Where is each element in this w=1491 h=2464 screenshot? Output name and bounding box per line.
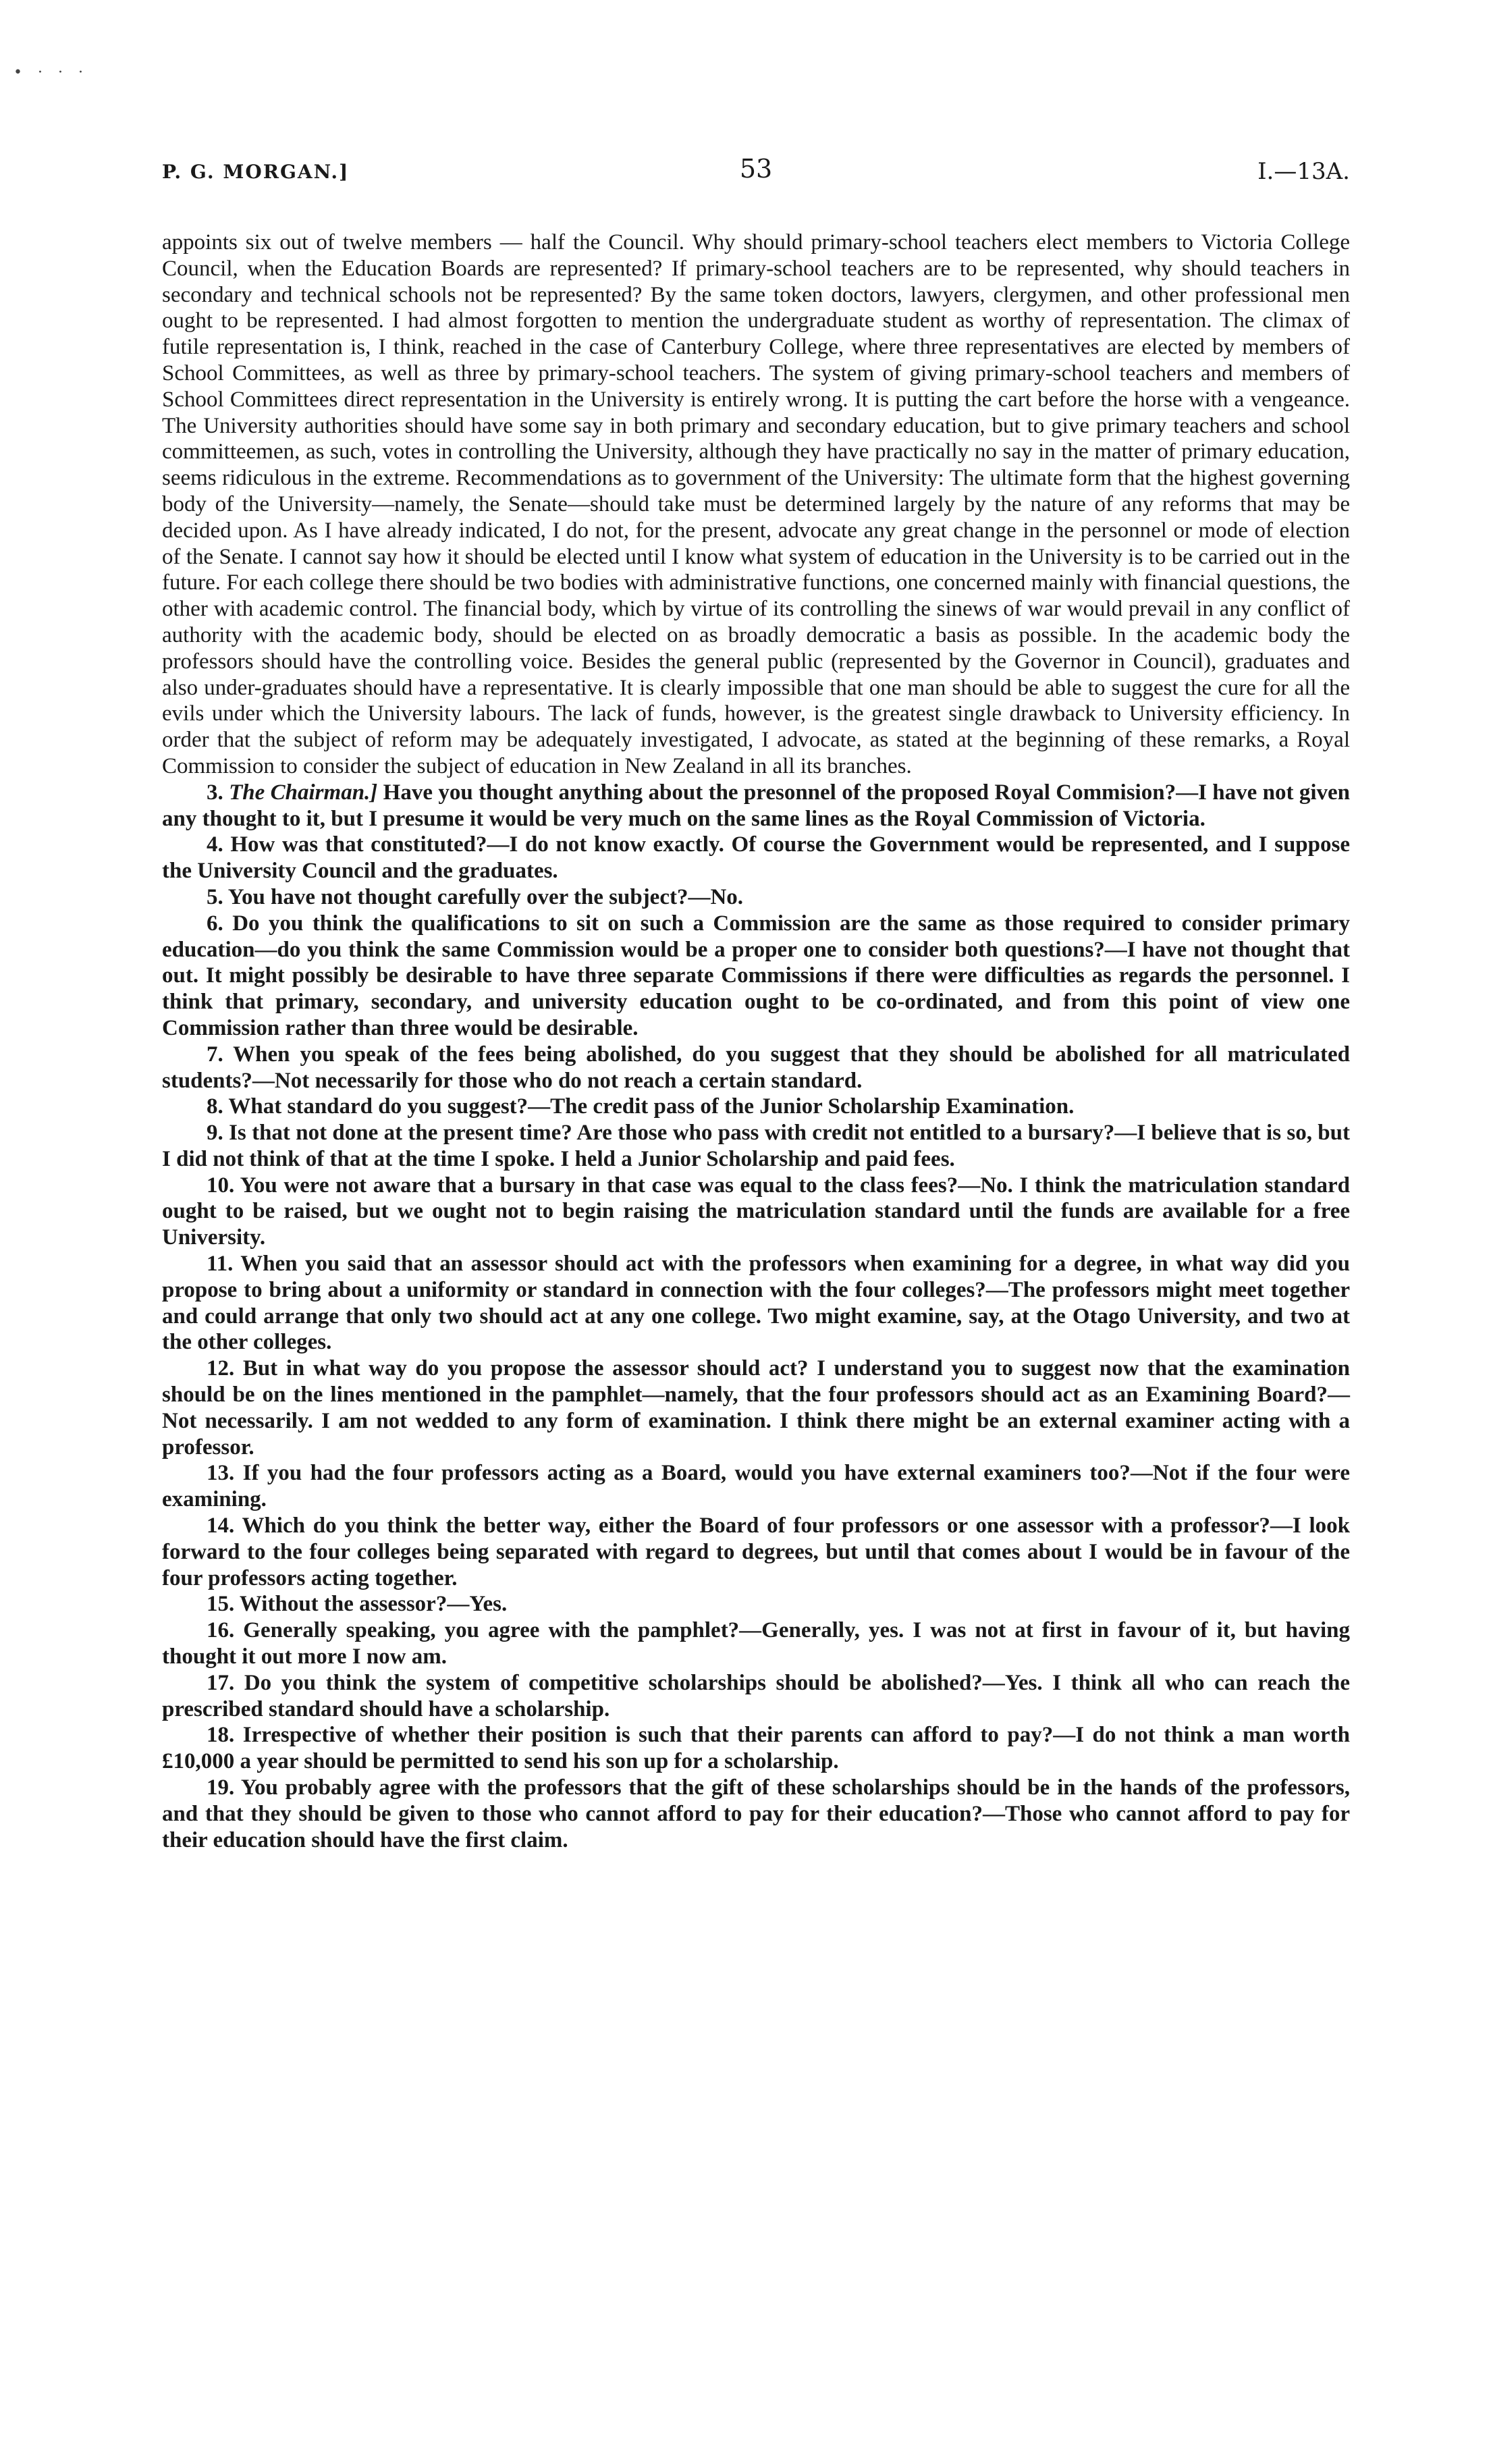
question-14 (162, 1513, 1350, 1591)
question-text: Irrespective of whether their position is such that their parents can afford to pay?—I do not think a man worth £10,000 a year should be permitted to send his son up for a scholarship. (162, 1723, 1350, 1774)
question-number: 13. (207, 1461, 235, 1486)
question-number: 6. (207, 911, 223, 936)
question-number: 5. (207, 884, 223, 909)
question-11 (162, 1251, 1350, 1356)
question-text: Do you think the system of competitive scholarships should be abolished?—Yes. I think all who can reach the prescribed standard should have a scholarship. (162, 1670, 1350, 1721)
question-18 (162, 1722, 1350, 1775)
question-text: You have not thought carefully over the subject?—No. (227, 884, 744, 909)
question-number: 11. (207, 1252, 234, 1277)
page-body (162, 230, 1350, 1853)
page-header (162, 154, 1350, 201)
question-number: 4. (207, 832, 223, 857)
speaker: The Chairman.] (229, 780, 378, 805)
question-number: 12. (207, 1356, 235, 1381)
question-text: When you said that an assessor should act with the professors when examining for a degree, in what way did you propose to bring about a uniformity or standard in connection with the four colleges?—The professors might meet together and could arrange that only two should act at any one college. Two might examine, say, at the Otago University, and two at the other colleges. (162, 1252, 1351, 1355)
question-text: You were not aware that a bursary in that case was equal to the class fees?—No. I think the matriculation standard ought to be raised, but we ought not to begin raising the matriculation standard until the funds are available for a free University. (162, 1173, 1350, 1250)
question-text: Generally speaking, you agree with the pamphlet?—Generally, yes. I was not at first in favour of it, but having thought it out more I now am. (162, 1618, 1351, 1669)
question-text: When you speak of the fees being abolished, do you suggest that they should be abolished for all matriculated students?—Not necessarily for those who do not reach a certain standard. (162, 1042, 1350, 1093)
question-16 (162, 1617, 1350, 1670)
scan-specks: • · · · (13, 64, 88, 81)
page-number: 53 (739, 154, 773, 184)
question-number: 15. (207, 1592, 235, 1617)
question-number: 10. (207, 1173, 235, 1198)
question-5 (162, 884, 1350, 911)
question-10 (162, 1173, 1350, 1251)
question-number: 7. (207, 1042, 223, 1067)
question-number: 17. (207, 1670, 235, 1695)
opening-paragraph: appoints six out of twelve members — half the Council. Why should primary-school teachers elect members to Victoria College Council, when the Education Boards are represented? If primary-school teachers are to be represented, why should teachers in secondary and technical schools not be represented? By the same token doctors, lawyers, clergymen, and other professional men ought to be represented. I had almost forgotten to mention the undergraduate student as worthy of representation. The climax of futile representation is, I think, reached in the case of Canterbury College, where three representatives are elected by members of School Committees, as well as three by primary-school teachers. The system of giving primary-school teachers and members of School Committees direct representation in the University is entirely wrong. It is putting the cart before the horse with a vengeance. The University authorities should have some say in both primary and secondary education, but to give primary teachers and school committeemen, as such, votes in controlling the University, although they have practically no say in the matter of primary education, seems ridiculous in the extreme. Recommendations as to government of the University: The ultimate form that the highest governing body of the University—namely, the Senate—should take must be determined largely by the nature of any reforms that may be decided upon. As I have already indicated, I do not, for the present, advocate any great change in the personnel or mode of election of the Senate. I cannot say how it should be elected until I know what system of education in the University is to be carried out in the future. For each college there should be two bodies with administrative functions, one concerned mainly with financial questions, the other with academic control. The financial body, which by virtue of its controlling the sinews of war would prevail in any conflict of authority with the academic body, should be elected on as broadly democratic a basis as possible. In the academic body the professors should have the controlling voice. Besides the general public (represented by the Governor in Council), graduates and also under-graduates should have a representative. It is clearly impossible that one man should be able to suggest the cure for all the evils under which the University labours. The lack of funds, however, is the greatest single drawback to University efficiency. In order that the subject of reform may be adequately investigated, I advocate, as stated at the beginning of these remarks, a Royal Commission to consider the subject of education in New Zealand in all its branches. (162, 230, 1350, 778)
question-number: 14. (207, 1514, 235, 1538)
document-reference: I.—13A. (1257, 158, 1350, 185)
question-19 (162, 1775, 1350, 1853)
question-7 (162, 1042, 1350, 1094)
question-8 (162, 1094, 1350, 1120)
question-text: What standard do you suggest?—The credit pass of the Junior Scholarship Examination. (228, 1094, 1075, 1119)
question-13 (162, 1460, 1350, 1513)
question-9 (162, 1120, 1350, 1173)
question-17 (162, 1670, 1350, 1723)
question-number: 3. (207, 780, 223, 805)
question-number: 16. (207, 1618, 235, 1643)
question-text: If you had the four professors acting as a Board, would you have external examiners too?—Not if the four were examining. (162, 1461, 1350, 1512)
question-text: But in what way do you propose the assessor should act? I understand you to suggest now that the examination should be on the lines mentioned in the pamphlet—namely, that the four professors should act as an Examining Board?—Not necessarily. I am not wedded to any form of examination. I think there might be an external examiner acting with a professor. (162, 1356, 1350, 1459)
question-text: How was that constituted?—I do not know exactly. Of course the Government would be represented, and I suppose the University Council and the graduates. (162, 832, 1350, 884)
question-text: Do you think the qualifications to sit on such a Commission are the same as those required to consider primary education—do you think the same Commission would be a proper one to consider both questions?—I have not thought that out. It might possibly be desirable to have three separate Commissions if there were difficulties as regards the personnel. I think that primary, secondary, and university education ought to be co-ordinated, and from this point of view one Commission rather than three would be desirable. (162, 911, 1351, 1040)
question-text: Without the assessor?—Yes. (239, 1592, 508, 1617)
question-12 (162, 1356, 1350, 1460)
question-4 (162, 832, 1350, 884)
question-text: You probably agree with the professors that the gift of these scholarships should be in the hands of the professors, and that they should be given to those who cannot afford to pay for their education?—Those who cannot afford to pay for their education should have the first claim. (162, 1775, 1350, 1852)
question-text: Have you thought anything about the presonnel of the proposed Royal Commision?—I have not given any thought to it, but I presume it would be very much on the same lines as the Royal Commission of Victoria. (162, 780, 1351, 831)
question-number: 19. (207, 1775, 235, 1800)
question-3 (162, 780, 1350, 832)
question-6 (162, 911, 1350, 1042)
question-number: 9. (207, 1121, 223, 1146)
question-number: 18. (207, 1723, 235, 1748)
question-15 (162, 1591, 1350, 1617)
question-number: 8. (207, 1094, 223, 1119)
witness-name: P. G. MORGAN.] (162, 161, 350, 183)
question-text: Is that not done at the present time? Are those who pass with credit not entitled to a bursary?—I believe that is so, but I did not think of that at the time I spoke. I held a Junior Scholarship and paid fees. (162, 1121, 1350, 1171)
question-text: Which do you think the better way, either the Board of four professors or one assessor with a professor?—I look forward to the four colleges being separated with regard to degrees, but until that comes about I would be in favour of the four professors acting together. (162, 1514, 1350, 1590)
